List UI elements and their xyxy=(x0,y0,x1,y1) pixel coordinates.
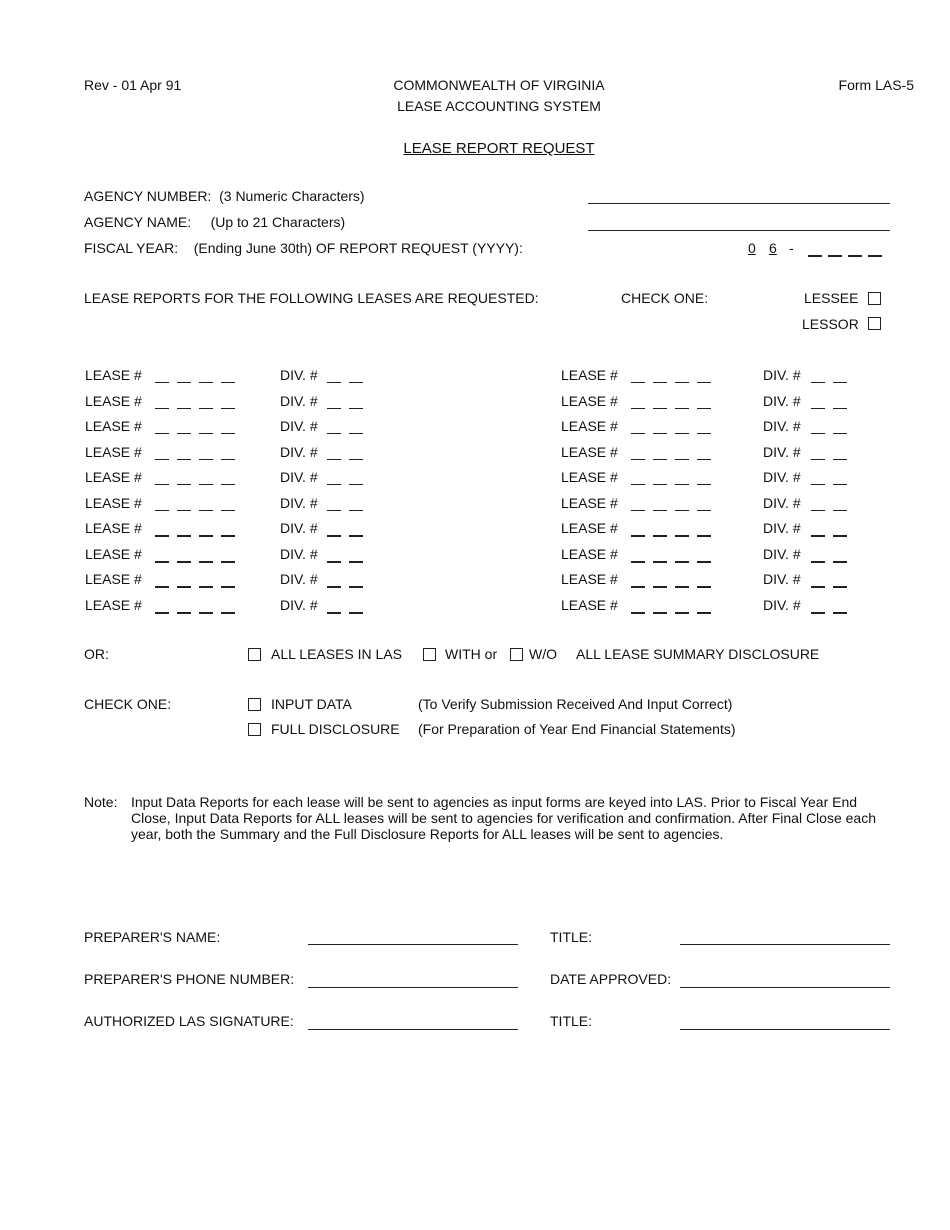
agency-name-field[interactable] xyxy=(588,230,890,231)
div-number-blanks-left[interactable] xyxy=(327,586,363,588)
request-label: LEASE REPORTS FOR THE FOLLOWING LEASES ARE REQUESTED: xyxy=(84,290,539,306)
input-data-checkbox[interactable] xyxy=(248,698,261,711)
div-number-blanks-left[interactable] xyxy=(327,612,363,614)
or-label: OR: xyxy=(84,646,109,662)
lease-number-blanks-right[interactable] xyxy=(631,561,711,563)
div-number-blanks-right[interactable] xyxy=(811,535,847,537)
full-disclosure-description: (For Preparation of Year End Financial Statements) xyxy=(418,721,736,737)
lease-number-blanks-right[interactable] xyxy=(631,535,711,537)
div-number-blanks-right[interactable] xyxy=(811,586,847,588)
agency-number-field[interactable] xyxy=(588,203,890,204)
agency-name-label: AGENCY NAME: (Up to 21 Characters) xyxy=(84,214,346,230)
form-id: Form LAS-5 xyxy=(838,77,914,93)
div-number-label-right: DIV. # xyxy=(763,418,801,434)
div-number-blanks-left[interactable] xyxy=(327,510,363,511)
input-data-description: (To Verify Submission Received And Input Correct) xyxy=(418,696,733,712)
lease-number-blanks-right[interactable] xyxy=(631,612,711,614)
div-number-blanks-left[interactable] xyxy=(327,382,363,383)
lease-number-label-left: LEASE # xyxy=(85,469,142,485)
lease-number-label-left: LEASE # xyxy=(85,418,142,434)
lease-number-label-left: LEASE # xyxy=(85,495,142,511)
div-number-blanks-left[interactable] xyxy=(327,459,363,460)
div-number-blanks-right[interactable] xyxy=(811,612,847,614)
div-number-blanks-right[interactable] xyxy=(811,382,847,383)
div-number-blanks-right[interactable] xyxy=(811,459,847,460)
div-number-label-right: DIV. # xyxy=(763,495,801,511)
lease-number-blanks-left[interactable] xyxy=(155,612,235,614)
lease-number-label-left: LEASE # xyxy=(85,597,142,613)
lease-number-blanks-right[interactable] xyxy=(631,433,711,434)
agency-number-label: AGENCY NUMBER: (3 Numeric Characters) xyxy=(84,188,365,204)
div-number-label-right: DIV. # xyxy=(763,367,801,383)
title-label-1: TITLE: xyxy=(550,929,593,945)
lease-number-label-right: LEASE # xyxy=(561,367,618,383)
div-number-blanks-right[interactable] xyxy=(811,433,847,434)
div-number-blanks-right[interactable] xyxy=(811,510,847,511)
div-number-label-right: DIV. # xyxy=(763,546,801,562)
lease-number-label-left: LEASE # xyxy=(85,393,142,409)
lease-number-blanks-left[interactable] xyxy=(155,535,235,537)
lessor-checkbox[interactable] xyxy=(868,317,881,330)
div-number-label-right: DIV. # xyxy=(763,597,801,613)
lease-number-label-right: LEASE # xyxy=(561,546,618,562)
div-number-blanks-left[interactable] xyxy=(327,408,363,409)
full-disclosure-checkbox[interactable] xyxy=(248,723,261,736)
all-leases-label: ALL LEASES IN LAS xyxy=(271,646,402,662)
lease-number-blanks-left[interactable] xyxy=(155,510,235,511)
lease-number-blanks-right[interactable] xyxy=(631,459,711,460)
lease-number-blanks-left[interactable] xyxy=(155,459,235,460)
input-data-label: INPUT DATA xyxy=(271,696,352,712)
summary-disclosure-label: ALL LEASE SUMMARY DISCLOSURE xyxy=(576,646,820,662)
lease-number-label-left: LEASE # xyxy=(85,546,142,562)
div-number-blanks-left[interactable] xyxy=(327,433,363,434)
lease-number-label-left: LEASE # xyxy=(85,444,142,460)
lease-number-label-left: LEASE # xyxy=(85,520,142,536)
lessee-label: LESSEE xyxy=(804,290,859,306)
div-number-label-left: DIV. # xyxy=(280,444,318,460)
div-number-label-left: DIV. # xyxy=(280,520,318,536)
lease-number-label-left: LEASE # xyxy=(85,367,142,383)
note-label: Note: xyxy=(84,794,118,810)
preparer-phone-field[interactable] xyxy=(308,987,518,988)
preparer-name-field[interactable] xyxy=(308,944,518,945)
lease-number-blanks-left[interactable] xyxy=(155,561,235,563)
div-number-label-right: DIV. # xyxy=(763,469,801,485)
lease-number-label-right: LEASE # xyxy=(561,469,618,485)
lease-number-label-right: LEASE # xyxy=(561,418,618,434)
revision-label: Rev - 01 Apr 91 xyxy=(84,77,182,93)
check-one-label: CHECK ONE: xyxy=(621,290,709,306)
lease-number-label-right: LEASE # xyxy=(561,393,618,409)
title-field-2[interactable] xyxy=(680,1029,890,1030)
div-number-label-right: DIV. # xyxy=(763,444,801,460)
div-number-label-left: DIV. # xyxy=(280,367,318,383)
div-number-blanks-right[interactable] xyxy=(811,484,847,485)
lease-number-label-right: LEASE # xyxy=(561,597,618,613)
wo-label: W/O xyxy=(529,646,557,662)
div-number-label-left: DIV. # xyxy=(280,418,318,434)
with-or-label: WITH or xyxy=(445,646,498,662)
fiscal-year-label: FISCAL YEAR: (Ending June 30th) OF REPORT REQUEST (YYYY): xyxy=(84,240,523,256)
all-leases-checkbox[interactable] xyxy=(248,648,261,661)
title-label-2: TITLE: xyxy=(550,1013,593,1029)
with-checkbox[interactable] xyxy=(423,648,436,661)
div-number-label-left: DIV. # xyxy=(280,393,318,409)
fiscal-year-digit-1: 0 xyxy=(748,240,756,256)
date-approved-field[interactable] xyxy=(680,987,890,988)
lease-number-label-right: LEASE # xyxy=(561,571,618,587)
full-disclosure-label: FULL DISCLOSURE xyxy=(271,721,400,737)
authorized-signature-field[interactable] xyxy=(308,1029,518,1030)
div-number-blanks-right[interactable] xyxy=(811,561,847,563)
lessee-checkbox[interactable] xyxy=(868,292,881,305)
lease-number-blanks-right[interactable] xyxy=(631,408,711,409)
preparer-phone-label: PREPARER'S PHONE NUMBER: xyxy=(84,971,295,987)
lease-number-blanks-right[interactable] xyxy=(631,382,711,383)
fiscal-year-digit-2: 6 xyxy=(769,240,777,256)
fiscal-year-blanks[interactable] xyxy=(808,255,882,257)
title-field-1[interactable] xyxy=(680,944,890,945)
lease-number-blanks-right[interactable] xyxy=(631,586,711,588)
note-text: Input Data Reports for each lease will be sent to agencies as input forms are keyed into LAS. Prior to Fiscal Year End Close, Input Data Reports for ALL leases will be sent to agencies for verification and confirmation. After Final Close each year, both the Summary and the Full Disclosure Reports for ALL leases will be sent to agencies. xyxy=(131,794,876,842)
lease-number-label-right: LEASE # xyxy=(561,520,618,536)
lease-number-blanks-left[interactable] xyxy=(155,408,235,409)
date-approved-label: DATE APPROVED: xyxy=(550,971,672,987)
lease-number-blanks-left[interactable] xyxy=(155,433,235,434)
lessor-label: LESSOR xyxy=(802,316,859,332)
system-name: LEASE ACCOUNTING SYSTEM xyxy=(397,98,601,114)
div-number-blanks-left[interactable] xyxy=(327,561,363,563)
div-number-label-left: DIV. # xyxy=(280,469,318,485)
preparer-name-label: PREPARER'S NAME: xyxy=(84,929,221,945)
lease-number-blanks-right[interactable] xyxy=(631,484,711,485)
div-number-blanks-right[interactable] xyxy=(811,408,847,409)
div-number-label-right: DIV. # xyxy=(763,393,801,409)
report-type-label: CHECK ONE: xyxy=(84,696,172,712)
div-number-label-right: DIV. # xyxy=(763,520,801,536)
lease-number-blanks-right[interactable] xyxy=(631,510,711,511)
lease-number-label-right: LEASE # xyxy=(561,495,618,511)
lease-number-blanks-left[interactable] xyxy=(155,484,235,485)
div-number-blanks-left[interactable] xyxy=(327,535,363,537)
lease-number-blanks-left[interactable] xyxy=(155,586,235,588)
lease-number-label-left: LEASE # xyxy=(85,571,142,587)
authorized-signature-label: AUTHORIZED LAS SIGNATURE: xyxy=(84,1013,294,1029)
div-number-label-right: DIV. # xyxy=(763,571,801,587)
div-number-blanks-left[interactable] xyxy=(327,484,363,485)
page-title: LEASE REPORT REQUEST xyxy=(403,140,595,157)
wo-checkbox[interactable] xyxy=(510,648,523,661)
lease-number-label-right: LEASE # xyxy=(561,444,618,460)
fiscal-year-dash: - xyxy=(789,240,794,256)
div-number-label-left: DIV. # xyxy=(280,571,318,587)
org-name: COMMONWEALTH OF VIRGINIA xyxy=(393,77,605,93)
div-number-label-left: DIV. # xyxy=(280,546,318,562)
div-number-label-left: DIV. # xyxy=(280,597,318,613)
lease-number-blanks-left[interactable] xyxy=(155,382,235,383)
div-number-label-left: DIV. # xyxy=(280,495,318,511)
